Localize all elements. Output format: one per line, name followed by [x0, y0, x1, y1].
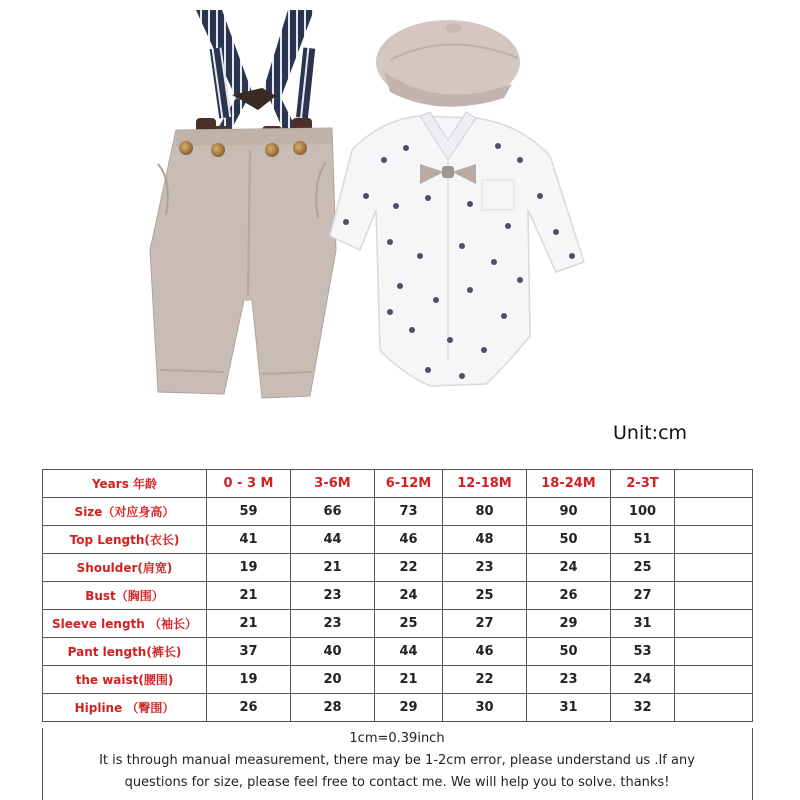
table-cell: 19 [207, 554, 291, 582]
table-cell: 48 [443, 526, 527, 554]
table-cell: 46 [443, 638, 527, 666]
table-cell: 24 [527, 554, 611, 582]
table-cell: 25 [375, 610, 443, 638]
table-cell [675, 526, 753, 554]
row-label: Size（对应身高） [43, 498, 207, 526]
table-row [43, 498, 753, 526]
table-cell: 80 [443, 498, 527, 526]
table-cell: 25 [443, 582, 527, 610]
header-cell-age: 6-12M [375, 470, 443, 498]
header-cell-age: 12-18M [443, 470, 527, 498]
unit-label: Unit:cm [613, 422, 688, 444]
table-cell [675, 610, 753, 638]
header-cell-age: 0 - 3 M [207, 470, 291, 498]
divider-line [752, 728, 753, 800]
table-cell: 44 [291, 526, 375, 554]
table-cell: 30 [443, 694, 527, 722]
table-cell [675, 666, 753, 694]
table-row [43, 526, 753, 554]
table-cell: 21 [291, 554, 375, 582]
table-cell: 21 [375, 666, 443, 694]
table-cell [675, 554, 753, 582]
table-cell: 31 [611, 610, 675, 638]
table-cell: 23 [291, 582, 375, 610]
table-row [43, 638, 753, 666]
header-cell-age: 2-3T [611, 470, 675, 498]
table-cell: 29 [375, 694, 443, 722]
table-cell: 66 [291, 498, 375, 526]
table-cell: 27 [443, 610, 527, 638]
table-cell: 23 [291, 610, 375, 638]
table-cell: 24 [375, 582, 443, 610]
pants [150, 128, 336, 398]
table-row [43, 554, 753, 582]
table-cell: 32 [611, 694, 675, 722]
table-cell: 28 [291, 694, 375, 722]
table-row [43, 582, 753, 610]
table-cell: 21 [207, 610, 291, 638]
conversion-note: 1cm=0.39inch [349, 731, 445, 746]
table-cell: 27 [611, 582, 675, 610]
shirt-bodysuit [330, 112, 584, 386]
row-label: Top Length(衣长) [43, 526, 207, 554]
table-header-row [43, 470, 753, 498]
table-cell: 53 [611, 638, 675, 666]
table-cell: 23 [527, 666, 611, 694]
header-cell-age: 18-24M [527, 470, 611, 498]
table-cell: 19 [207, 666, 291, 694]
table-cell: 20 [291, 666, 375, 694]
table-cell: 50 [527, 638, 611, 666]
table-cell: 50 [527, 526, 611, 554]
row-label: the waist(腰围) [43, 666, 207, 694]
table-cell [675, 694, 753, 722]
table-cell [675, 638, 753, 666]
table-cell: 23 [443, 554, 527, 582]
table-cell: 22 [375, 554, 443, 582]
row-label: Sleeve length （袖长） [43, 610, 207, 638]
table-cell [675, 498, 753, 526]
flat-cap [376, 20, 520, 107]
table-cell: 59 [207, 498, 291, 526]
table-cell: 100 [611, 498, 675, 526]
size-notes [42, 728, 752, 794]
table-cell: 40 [291, 638, 375, 666]
table-row [43, 666, 753, 694]
table-cell: 21 [207, 582, 291, 610]
table-cell: 41 [207, 526, 291, 554]
row-label: Hipline （臀围） [43, 694, 207, 722]
table-cell: 26 [527, 582, 611, 610]
table-row [43, 610, 753, 638]
disclaimer-line-2: questions for size, please feel free to contact me. We will help you to solve. thanks! [124, 775, 670, 790]
size-chart-table [42, 469, 753, 722]
table-cell: 73 [375, 498, 443, 526]
disclaimer-line-1: It is through manual measurement, there may be 1-2cm error, please understand us .If any [99, 753, 695, 768]
table-cell: 25 [611, 554, 675, 582]
header-cell-age: 3-6M [291, 470, 375, 498]
row-label: Pant length(裤长) [43, 638, 207, 666]
table-cell: 51 [611, 526, 675, 554]
table-row [43, 694, 753, 722]
table-cell: 24 [611, 666, 675, 694]
table-cell: 44 [375, 638, 443, 666]
header-cell-age [675, 470, 753, 498]
table-cell [675, 582, 753, 610]
table-cell: 31 [527, 694, 611, 722]
header-cell-years: Years 年龄 [43, 470, 207, 498]
table-cell: 37 [207, 638, 291, 666]
table-cell: 46 [375, 526, 443, 554]
table-cell: 90 [527, 498, 611, 526]
table-cell: 22 [443, 666, 527, 694]
row-label: Bust（胸围） [43, 582, 207, 610]
row-label: Shoulder(肩宽) [43, 554, 207, 582]
table-cell: 26 [207, 694, 291, 722]
table-cell: 29 [527, 610, 611, 638]
